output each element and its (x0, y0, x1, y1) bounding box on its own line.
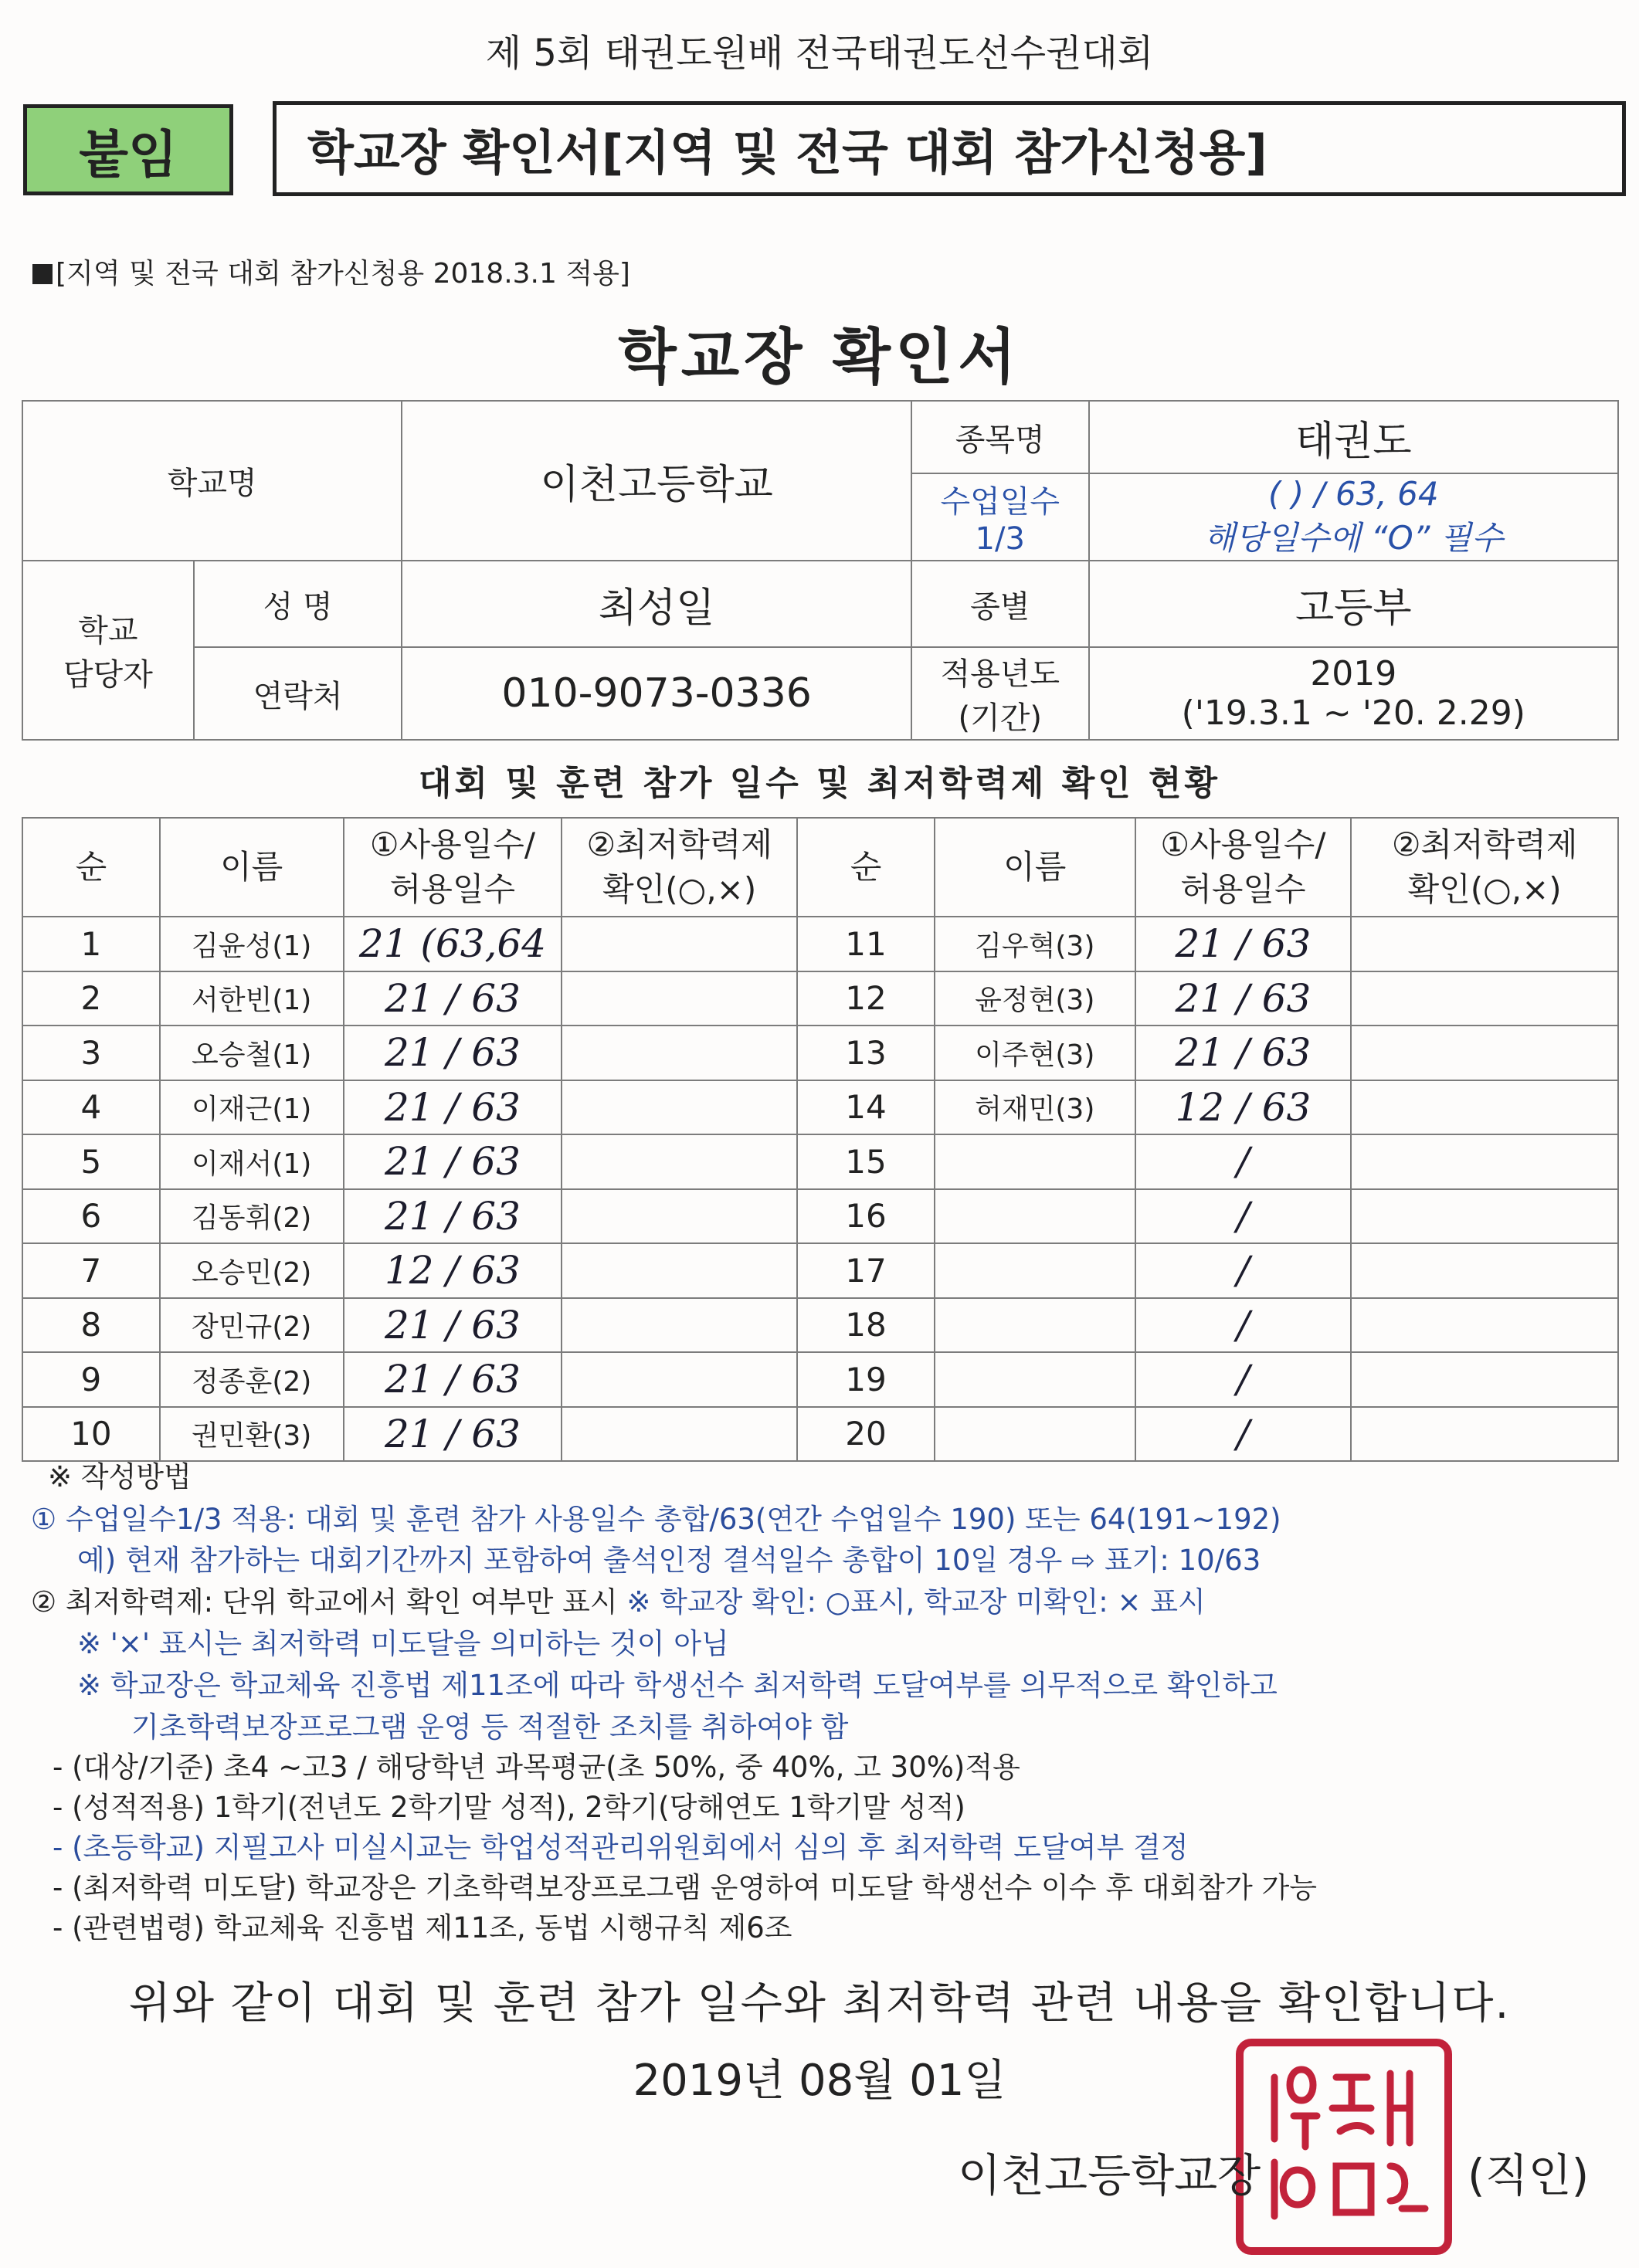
main-title: 학교장 확인서[지역 및 전국 대회 참가신청용] (273, 101, 1626, 196)
document-title: 학교장 확인서 (618, 323, 1021, 392)
table-row: 4 이재근(1) 21 / 63 14 허재민(3) 12 / 63 (22, 1080, 1618, 1135)
division-label: 종별 (911, 561, 1089, 647)
phone-value: 010-9073-0336 (402, 647, 911, 740)
year-value: 2019 ('19.3.1 ~ '20. 2.29) (1089, 647, 1618, 740)
header-min-academic: ②최저학력제 확인(○,×) (1351, 818, 1618, 917)
detail-5: - (관련법령) 학교체육 진흥법 제11조, 동법 시행규칙 제6조 (53, 1911, 792, 1944)
header-min-academic: ②최저학력제 확인(○,×) (562, 818, 797, 917)
note-4b: 기초학력보장프로그램 운영 등 적절한 조치를 취하여야 함 (131, 1710, 849, 1744)
seal-label: (직인) (1468, 2149, 1590, 2202)
roster-header-row (22, 818, 1618, 917)
table-row: 2 서한빈(1) 21 / 63 12 윤정현(3) 21 / 63 (22, 971, 1618, 1026)
school-name-value: 이천고등학교 (402, 401, 911, 561)
header-name: 이름 (935, 818, 1135, 917)
table-row: 3 오승철(1) 21 / 63 13 이주현(3) 21 / 63 (22, 1026, 1618, 1080)
official-seal-stamp (1236, 2039, 1452, 2255)
notes-title: ※ 작성방법 (48, 1460, 192, 1493)
note-2: ② 최저학력제: 단위 학교에서 확인 여부만 표시 ※ 학교장 확인: ○표시, 학교장 미확인: × 표시 (31, 1585, 1206, 1619)
detail-3: - (초등학교) 지필고사 미실시교는 학업성적관리위원회에서 심의 후 최저학력 도달여부 결정 (53, 1831, 1189, 1864)
contact-name-label: 성 명 (194, 561, 402, 647)
school-info-table (22, 400, 1619, 741)
square-bullet-icon (32, 264, 53, 284)
class-days-value: ( ) / 63, 64 해당일수에 “O” 필수 (1089, 473, 1618, 561)
header-days: ①사용일수/ 허용일수 (344, 818, 562, 917)
roster-table (22, 817, 1619, 1462)
header-name: 이름 (160, 818, 344, 917)
table-row: 1 김윤성(1) 21 (63,64 11 김우혁(3) 21 / 63 (22, 917, 1618, 971)
detail-2: - (성적적용) 1학기(전년도 2학기말 성적), 2학기(당해연도 1학기말 성적) (53, 1791, 965, 1824)
event-title: 제 5회 태권도원배 전국태권도선수권대회 (485, 32, 1154, 75)
form-note: [지역 및 전국 대회 참가신청용 2018.3.1 적용] (32, 252, 630, 291)
class-days-label: 수업일수 1/3 (911, 473, 1089, 561)
year-label: 적용년도 (기간) (911, 647, 1089, 740)
table-row: 7 오승민(2) 12 / 63 17 / (22, 1243, 1618, 1298)
table-row: 9 정종훈(2) 21 / 63 19 / (22, 1352, 1618, 1407)
sport-label: 종목명 (911, 401, 1089, 473)
school-name-label: 학교명 (22, 401, 402, 561)
contact-name-value: 최성일 (402, 561, 911, 647)
table-row: 5 이재서(1) 21 / 63 15 / (22, 1134, 1618, 1189)
table-row: 6 김동휘(2) 21 / 63 16 / (22, 1189, 1618, 1244)
detail-4: - (최저학력 미도달) 학교장은 기초학력보장프로그램 운영하여 미도달 학생선수 이수 후 대회참가 가능 (53, 1871, 1318, 1904)
note-4a: ※ 학교장은 학교체육 진흥법 제11조에 따라 학생선수 최저학력 도달여부를 의무적으로 확인하고 (77, 1669, 1278, 1702)
header-no: 순 (22, 818, 160, 917)
division-value: 고등부 (1089, 561, 1618, 647)
note-3: ※ '×' 표시는 최저학력 미도달을 의미하는 것이 아님 (77, 1627, 729, 1660)
signer-name: 이천고등학교장 (958, 2149, 1261, 2202)
header-no: 순 (797, 818, 935, 917)
section-title: 대회 및 훈련 참가 일수 및 최저학력제 확인 현황 (418, 764, 1221, 803)
table-row: 10 권민환(3) 21 / 63 20 / (22, 1407, 1618, 1462)
seal-mark-icon (1244, 2046, 1444, 2247)
table-row: 8 장민규(2) 21 / 63 18 / (22, 1298, 1618, 1353)
header-days: ①사용일수/ 허용일수 (1135, 818, 1352, 917)
note-1a: ① 수업일수1/3 적용: 대회 및 훈련 참가 사용일수 총합/63(연간 수업일수 190) 또는 64(191~192) (31, 1503, 1281, 1536)
contact-person-label: 학교 담당자 (22, 561, 194, 740)
attachment-label: 붙임 (23, 104, 233, 195)
phone-label: 연락처 (194, 647, 402, 740)
note-1b: 예) 현재 참가하는 대회기간까지 포함하여 출석인정 결석일수 총합이 10일 경우 ⇨ 표기: 10/63 (77, 1544, 1261, 1577)
sport-value: 태권도 (1089, 401, 1618, 473)
document-date: 2019년 08월 01일 (633, 2056, 1006, 2106)
confirmation-text: 위와 같이 대회 및 훈련 참가 일수와 최저학력 관련 내용을 확인합니다. (128, 1978, 1511, 2029)
detail-1: - (대상/기준) 초4 ~고3 / 해당학년 과목평균(초 50%, 중 40%, 고 30%)적용 (53, 1751, 1020, 1784)
